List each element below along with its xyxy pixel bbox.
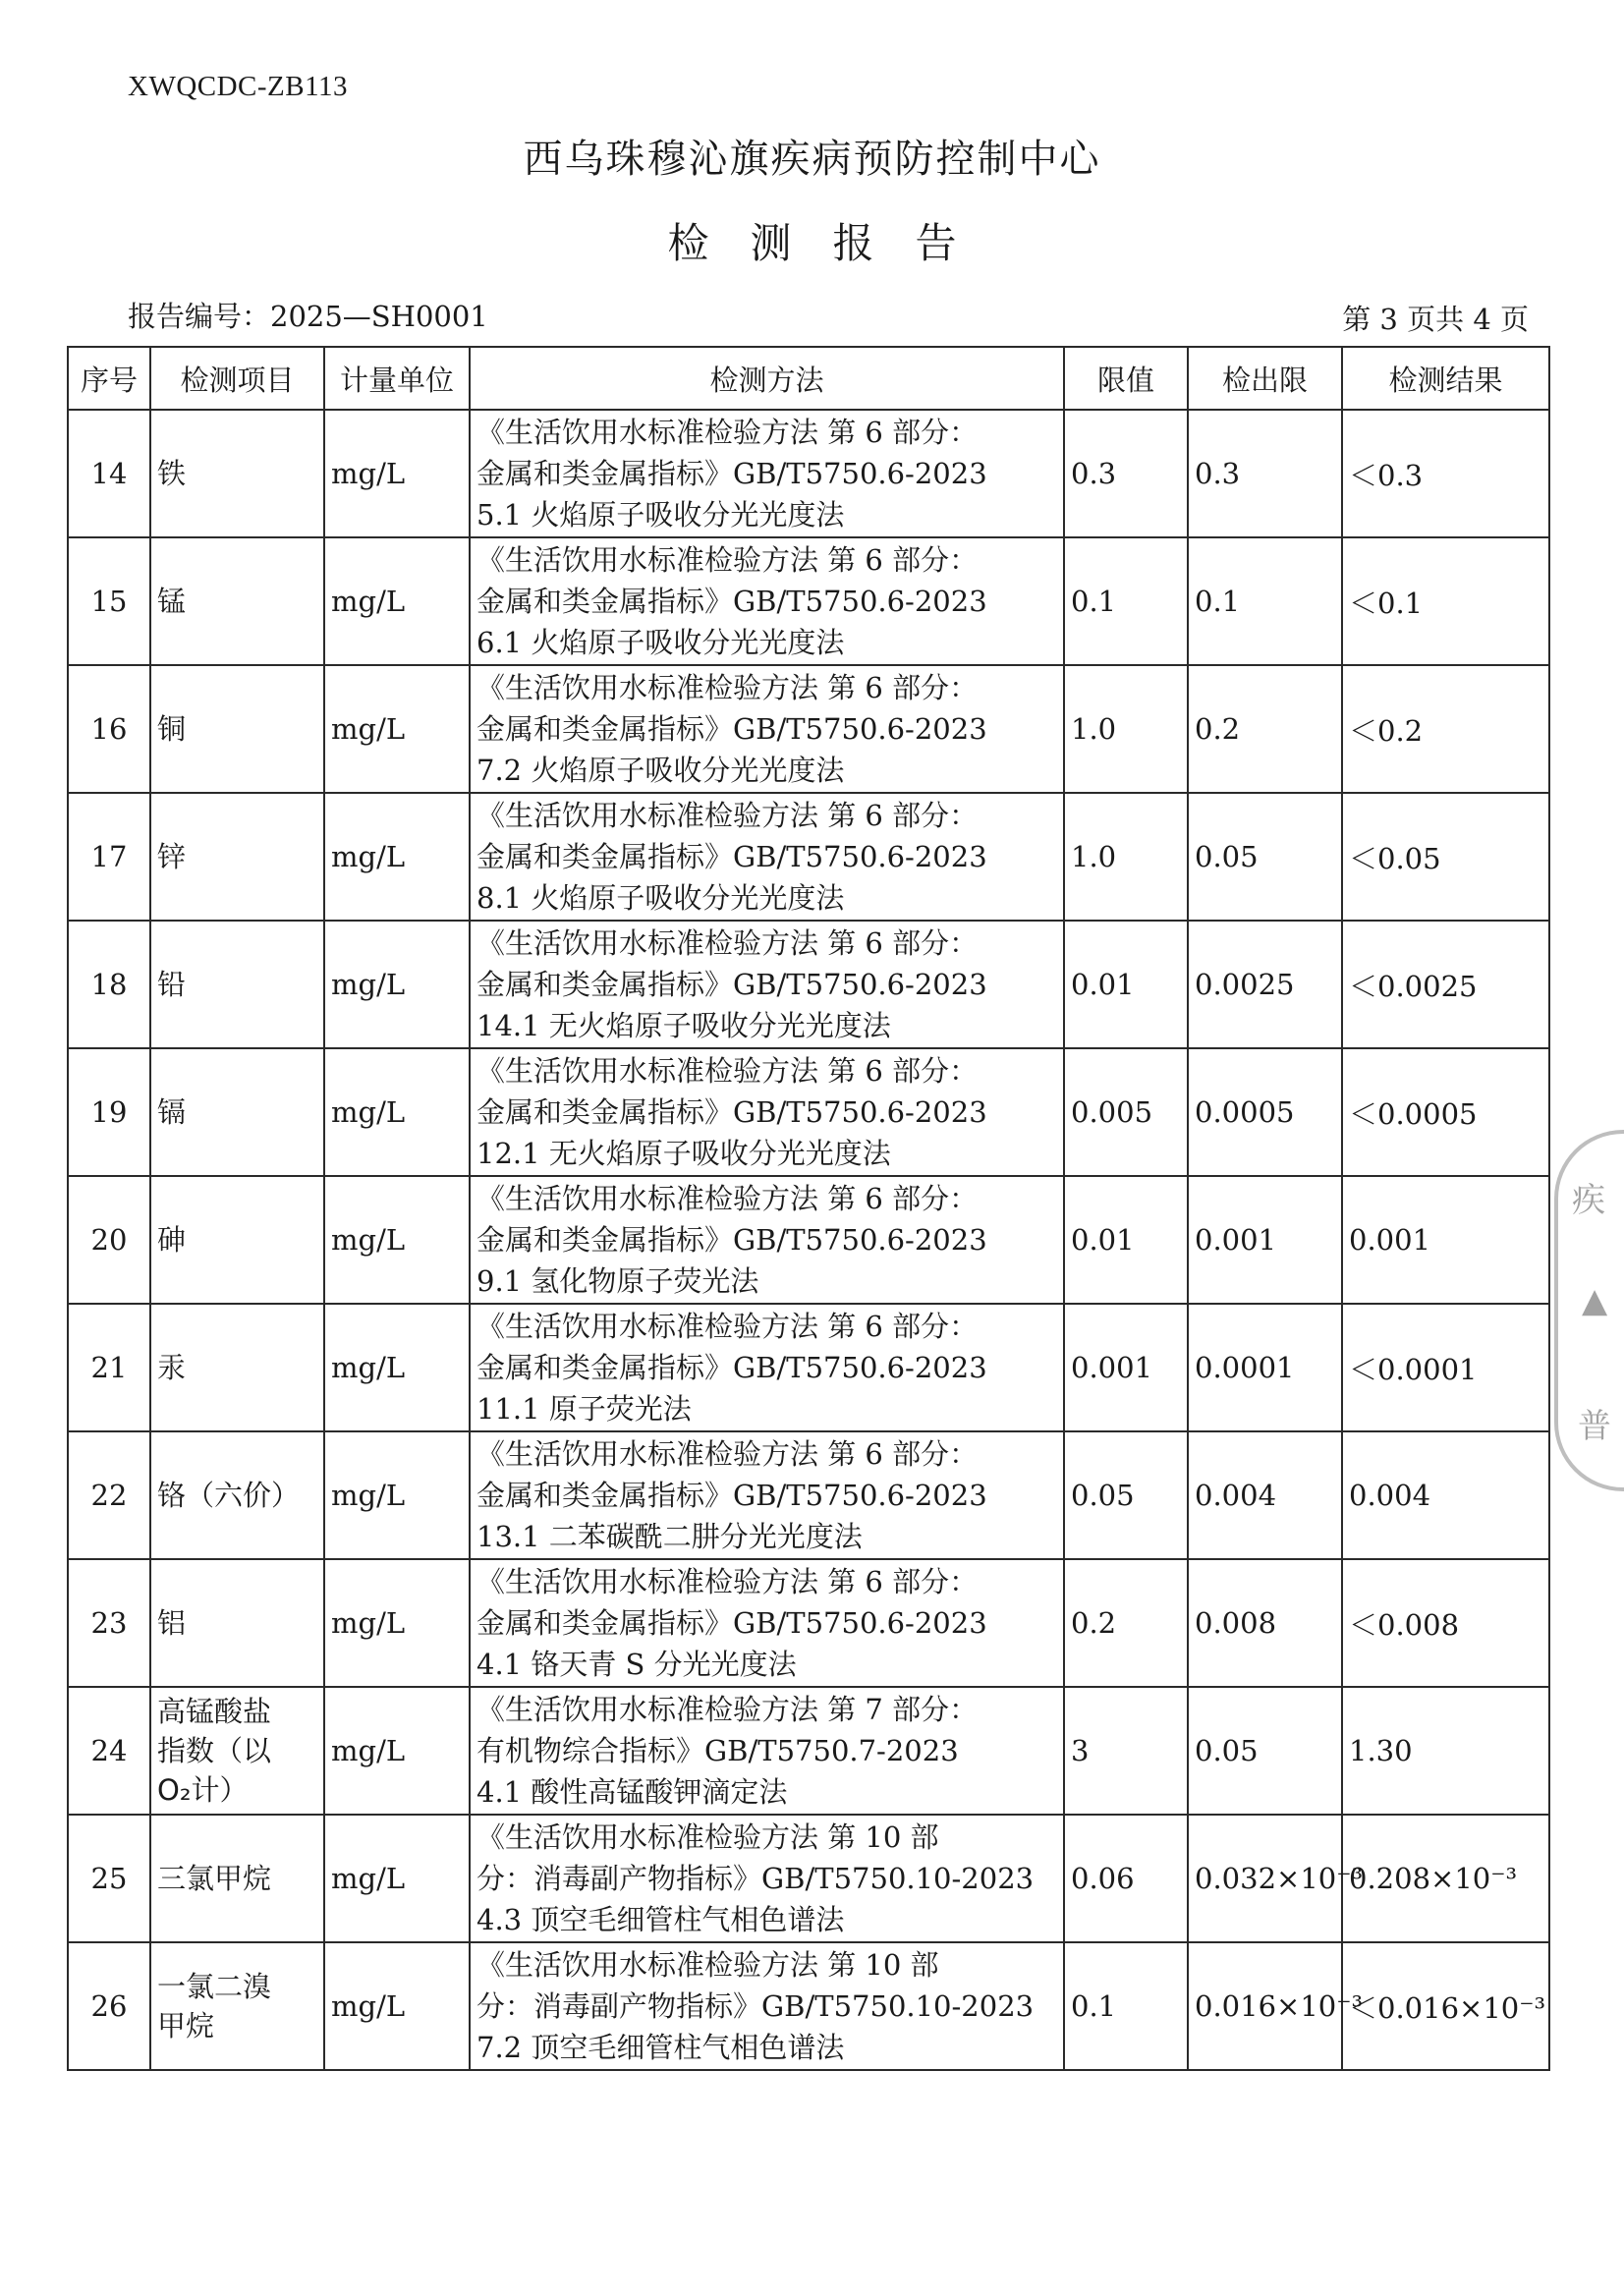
report-number: 报告编号：2025—SH0001 — [128, 300, 488, 333]
method-line: 《生活饮用水标准检验方法 第 6 部分： — [476, 1182, 979, 1215]
cell-item — [150, 665, 324, 793]
item-line: 锌 — [157, 840, 187, 873]
method-line: 《生活饮用水标准检验方法 第 10 部 — [476, 1820, 939, 1854]
method-line: 《生活饮用水标准检验方法 第 6 部分： — [476, 799, 979, 832]
method-line: 分：消毒副产物指标》GB/T5750.10-2023 — [476, 1862, 1035, 1895]
item-line: O₂计） — [157, 1773, 249, 1807]
item-line: 砷 — [157, 1223, 187, 1257]
table-row — [68, 410, 1549, 537]
method-line: 有机物综合指标》GB/T5750.7-2023 — [476, 1734, 959, 1767]
table-row — [68, 537, 1549, 665]
cell-method — [470, 921, 1064, 1048]
method-line: 4.1 铬天青 S 分光光度法 — [476, 1648, 797, 1681]
table-row — [68, 921, 1549, 1048]
method-line: 金属和类金属指标》GB/T5750.6-2023 — [476, 1095, 987, 1129]
cell-limit: 0.2 — [1064, 1559, 1188, 1687]
cell-unit: mg/L — [324, 921, 470, 1048]
cell-detection-limit: 0.032×10⁻³ — [1188, 1815, 1342, 1942]
item-line: 一氯二溴 — [157, 1970, 272, 2003]
method-line: 分：消毒副产物指标》GB/T5750.10-2023 — [476, 1989, 1035, 2023]
report-title: 检测报告 — [667, 219, 998, 267]
table-header-row — [68, 347, 1549, 410]
method-line: 金属和类金属指标》GB/T5750.6-2023 — [476, 457, 987, 490]
method-line: 金属和类金属指标》GB/T5750.6-2023 — [476, 712, 987, 746]
item-line: 指数（以 — [157, 1734, 272, 1767]
cell-seq: 15 — [68, 537, 150, 665]
item-line: 甲烷 — [157, 2009, 215, 2043]
method-line: 《生活饮用水标准检验方法 第 6 部分： — [476, 1310, 979, 1343]
cell-detection-limit: 0.3 — [1188, 410, 1342, 537]
cell-method — [470, 1815, 1064, 1942]
cell-method — [470, 1942, 1064, 2070]
cell-seq: 14 — [68, 410, 150, 537]
cell-limit: 0.005 — [1064, 1048, 1188, 1176]
cell-detection-limit: 0.001 — [1188, 1176, 1342, 1304]
cell-limit: 0.01 — [1064, 921, 1188, 1048]
cell-limit: 1.0 — [1064, 665, 1188, 793]
method-line: 金属和类金属指标》GB/T5750.6-2023 — [476, 1351, 987, 1384]
cell-result: ＜0.05 — [1342, 793, 1549, 921]
cell-method — [470, 537, 1064, 665]
cell-result: ＜0.008 — [1342, 1559, 1549, 1687]
cell-result: ＜0.0005 — [1342, 1048, 1549, 1176]
cell-limit: 3 — [1064, 1687, 1188, 1815]
table-row — [68, 793, 1549, 921]
method-line: 《生活饮用水标准检验方法 第 7 部分： — [476, 1693, 979, 1726]
cell-detection-limit: 0.1 — [1188, 537, 1342, 665]
cell-unit: mg/L — [324, 1304, 470, 1431]
cell-unit: mg/L — [324, 537, 470, 665]
cell-limit: 0.06 — [1064, 1815, 1188, 1942]
cell-item — [150, 1815, 324, 1942]
cell-seq: 18 — [68, 921, 150, 1048]
cell-detection-limit: 0.0025 — [1188, 921, 1342, 1048]
method-line: 金属和类金属指标》GB/T5750.6-2023 — [476, 1223, 987, 1257]
method-line: 4.3 顶空毛细管柱气相色谱法 — [476, 1903, 845, 1936]
table-row — [68, 1048, 1549, 1176]
cell-method — [470, 1048, 1064, 1176]
cell-unit: mg/L — [324, 793, 470, 921]
cell-detection-limit: 0.05 — [1188, 1687, 1342, 1815]
method-line: 8.1 火焰原子吸收分光光度法 — [476, 881, 845, 915]
table-row — [68, 1559, 1549, 1687]
cell-limit: 0.3 — [1064, 410, 1188, 537]
cell-item — [150, 1687, 324, 1815]
method-line: 金属和类金属指标》GB/T5750.6-2023 — [476, 840, 987, 873]
method-line: 《生活饮用水标准检验方法 第 6 部分： — [476, 1054, 979, 1088]
cell-method — [470, 793, 1064, 921]
item-line: 铁 — [157, 457, 187, 490]
cell-method — [470, 665, 1064, 793]
header-seq: 序号 — [68, 347, 150, 410]
cell-item — [150, 1048, 324, 1176]
official-seal: 疾 ▲ 普 — [1554, 1130, 1624, 1491]
cell-limit: 1.0 — [1064, 793, 1188, 921]
item-line: 汞 — [157, 1351, 187, 1384]
method-line: 7.2 火焰原子吸收分光光度法 — [476, 754, 845, 787]
method-line: 14.1 无火焰原子吸收分光光度法 — [476, 1009, 891, 1042]
item-line: 高锰酸盐 — [157, 1695, 272, 1728]
cell-unit: mg/L — [324, 1176, 470, 1304]
cell-seq: 17 — [68, 793, 150, 921]
table-row — [68, 1942, 1549, 2070]
method-line: 《生活饮用水标准检验方法 第 6 部分： — [476, 926, 979, 960]
method-line: 《生活饮用水标准检验方法 第 6 部分： — [476, 1565, 979, 1598]
cell-method — [470, 1687, 1064, 1815]
item-line: 铬（六价） — [157, 1479, 301, 1512]
table-row — [68, 1304, 1549, 1431]
cell-item — [150, 1176, 324, 1304]
cell-result: 1.30 — [1342, 1687, 1549, 1815]
item-line: 镉 — [157, 1095, 187, 1129]
method-line: 13.1 二苯碳酰二肼分光光度法 — [476, 1520, 863, 1553]
cell-method — [470, 1304, 1064, 1431]
cell-unit: mg/L — [324, 1048, 470, 1176]
item-line: 锰 — [157, 585, 187, 618]
cell-unit: mg/L — [324, 1431, 470, 1559]
method-line: 《生活饮用水标准检验方法 第 6 部分： — [476, 671, 979, 704]
cell-seq: 22 — [68, 1431, 150, 1559]
header-result: 检测结果 — [1342, 347, 1549, 410]
cell-detection-limit: 0.0001 — [1188, 1304, 1342, 1431]
method-line: 《生活饮用水标准检验方法 第 6 部分： — [476, 543, 979, 577]
cell-result: 0.208×10⁻³ — [1342, 1815, 1549, 1942]
cell-item — [150, 793, 324, 921]
table-row — [68, 1176, 1549, 1304]
table-row — [68, 1431, 1549, 1559]
cell-item — [150, 1431, 324, 1559]
document-code: XWQCDC-ZB113 — [128, 71, 349, 102]
header-unit: 计量单位 — [324, 347, 470, 410]
cell-result: 0.001 — [1342, 1176, 1549, 1304]
cell-method — [470, 1559, 1064, 1687]
method-line: 《生活饮用水标准检验方法 第 10 部 — [476, 1948, 939, 1982]
header-item: 检测项目 — [150, 347, 324, 410]
cell-limit: 0.1 — [1064, 1942, 1188, 2070]
item-line: 铝 — [157, 1606, 187, 1640]
method-line: 9.1 氢化物原子荧光法 — [476, 1264, 759, 1298]
cell-result: 0.004 — [1342, 1431, 1549, 1559]
cell-unit: mg/L — [324, 1687, 470, 1815]
cell-seq: 23 — [68, 1559, 150, 1687]
cell-unit: mg/L — [324, 1815, 470, 1942]
method-line: 《生活饮用水标准检验方法 第 6 部分： — [476, 416, 979, 449]
cell-item — [150, 1304, 324, 1431]
cell-seq: 19 — [68, 1048, 150, 1176]
cell-unit: mg/L — [324, 665, 470, 793]
cell-result: ＜0.3 — [1342, 410, 1549, 537]
cell-limit: 0.001 — [1064, 1304, 1188, 1431]
cell-detection-limit: 0.004 — [1188, 1431, 1342, 1559]
cell-limit: 0.05 — [1064, 1431, 1188, 1559]
results-table — [67, 346, 1550, 2071]
cell-seq: 26 — [68, 1942, 150, 2070]
cell-detection-limit: 0.008 — [1188, 1559, 1342, 1687]
table-body — [68, 410, 1549, 2070]
method-line: 5.1 火焰原子吸收分光光度法 — [476, 498, 845, 532]
cell-result: ＜0.1 — [1342, 537, 1549, 665]
cell-unit: mg/L — [324, 410, 470, 537]
method-line: 金属和类金属指标》GB/T5750.6-2023 — [476, 585, 987, 618]
method-line: 金属和类金属指标》GB/T5750.6-2023 — [476, 968, 987, 1001]
table-row — [68, 665, 1549, 793]
organization-name: 西乌珠穆沁旗疾病预防控制中心 — [523, 137, 1101, 182]
cell-seq: 24 — [68, 1687, 150, 1815]
method-line: 金属和类金属指标》GB/T5750.6-2023 — [476, 1606, 987, 1640]
method-line: 7.2 顶空毛细管柱气相色谱法 — [476, 2031, 845, 2064]
item-line: 铜 — [157, 712, 187, 746]
method-line: 4.1 酸性高锰酸钾滴定法 — [476, 1775, 788, 1809]
cell-detection-limit: 0.016×10⁻³ — [1188, 1942, 1342, 2070]
cell-seq: 20 — [68, 1176, 150, 1304]
cell-seq: 16 — [68, 665, 150, 793]
cell-item — [150, 1942, 324, 2070]
method-line: 《生活饮用水标准检验方法 第 6 部分： — [476, 1437, 979, 1471]
cell-item — [150, 921, 324, 1048]
cell-seq: 25 — [68, 1815, 150, 1942]
cell-method — [470, 410, 1064, 537]
cell-seq: 21 — [68, 1304, 150, 1431]
cell-method — [470, 1431, 1064, 1559]
item-line: 铅 — [157, 968, 187, 1001]
cell-item — [150, 410, 324, 537]
table-row — [68, 1815, 1549, 1942]
header-lod: 检出限 — [1188, 347, 1342, 410]
cell-method — [470, 1176, 1064, 1304]
cell-limit: 0.01 — [1064, 1176, 1188, 1304]
cell-result: ＜0.016×10⁻³ — [1342, 1942, 1549, 2070]
cell-unit: mg/L — [324, 1942, 470, 2070]
method-line: 6.1 火焰原子吸收分光光度法 — [476, 626, 845, 659]
cell-item — [150, 1559, 324, 1687]
method-line: 金属和类金属指标》GB/T5750.6-2023 — [476, 1479, 987, 1512]
page-number: 第 3 页共 4 页 — [1342, 303, 1529, 336]
cell-detection-limit: 0.0005 — [1188, 1048, 1342, 1176]
cell-detection-limit: 0.2 — [1188, 665, 1342, 793]
table-row — [68, 1687, 1549, 1815]
cell-detection-limit: 0.05 — [1188, 793, 1342, 921]
header-method: 检测方法 — [470, 347, 1064, 410]
method-line: 11.1 原子荧光法 — [476, 1392, 692, 1426]
cell-unit: mg/L — [324, 1559, 470, 1687]
cell-limit: 0.1 — [1064, 537, 1188, 665]
item-line: 三氯甲烷 — [157, 1862, 272, 1895]
cell-result: ＜0.0001 — [1342, 1304, 1549, 1431]
cell-result: ＜0.0025 — [1342, 921, 1549, 1048]
cell-result: ＜0.2 — [1342, 665, 1549, 793]
cell-item — [150, 537, 324, 665]
method-line: 12.1 无火焰原子吸收分光光度法 — [476, 1137, 891, 1170]
header-limit: 限值 — [1064, 347, 1188, 410]
